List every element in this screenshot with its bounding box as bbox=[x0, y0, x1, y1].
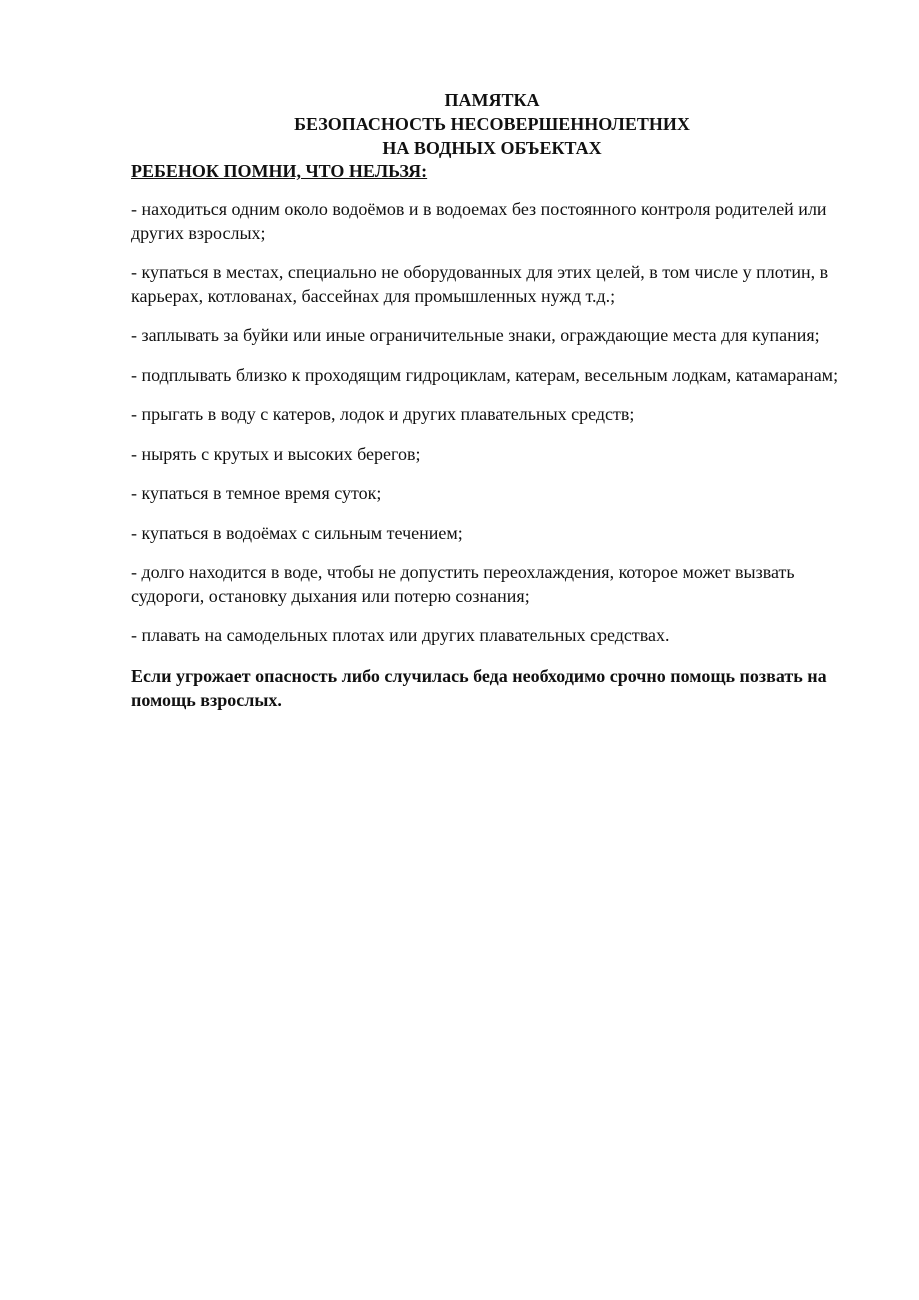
list-item: - долго находится в воде, чтобы не допустить переохлаждения, которое может вызвать судороги, остановку дыхания или потерю сознания; bbox=[131, 562, 795, 606]
list-item: - купаться в местах, специально не оборудованных для этих целей, в том числе у плотин, в карьерах, котлованах, бассейнах для промышленных нужд т.д.; bbox=[131, 262, 829, 306]
list-item: - заплывать за буйки или иные ограничительные знаки, ограждающие места для купания; bbox=[131, 325, 820, 345]
list-item: - прыгать в воду с катеров, лодок и других плавательных средств; bbox=[131, 404, 635, 424]
rules-list bbox=[131, 198, 856, 648]
list-item: - купаться в водоёмах с сильным течением; bbox=[131, 522, 463, 543]
document-content bbox=[131, 88, 856, 712]
list-item: - подплывать близко к проходящим гидроциклам, катерам, весельным лодкам, катамаранам; bbox=[131, 364, 839, 385]
title-line-safety: БЕЗОПАСНОСТЬ НЕСОВЕРШЕННОЛЕТНИХ bbox=[294, 114, 690, 134]
closing-statement: Если угрожает опасность либо случилась беда необходимо срочно помощь позвать на помощь взрослых. bbox=[131, 665, 827, 710]
title-line-memo: ПАМЯТКА bbox=[444, 90, 540, 110]
title-line-water-objects: НА ВОДНЫХ ОБЪЕКТАХ bbox=[382, 138, 602, 158]
list-item: - плавать на самодельных плотах или других плавательных средствах. bbox=[131, 625, 670, 645]
list-item: - нырять с крутых и высоких берегов; bbox=[131, 443, 421, 464]
list-item: - находиться одним около водоёмов и в водоемах без постоянного контроля родителей или других взрослых; bbox=[131, 199, 827, 243]
list-item: - купаться в темное время суток; bbox=[131, 483, 382, 503]
section-heading: РЕБЕНОК ПОМНИ, ЧТО НЕЛЬЗЯ: bbox=[131, 161, 428, 181]
document-title bbox=[131, 88, 853, 160]
